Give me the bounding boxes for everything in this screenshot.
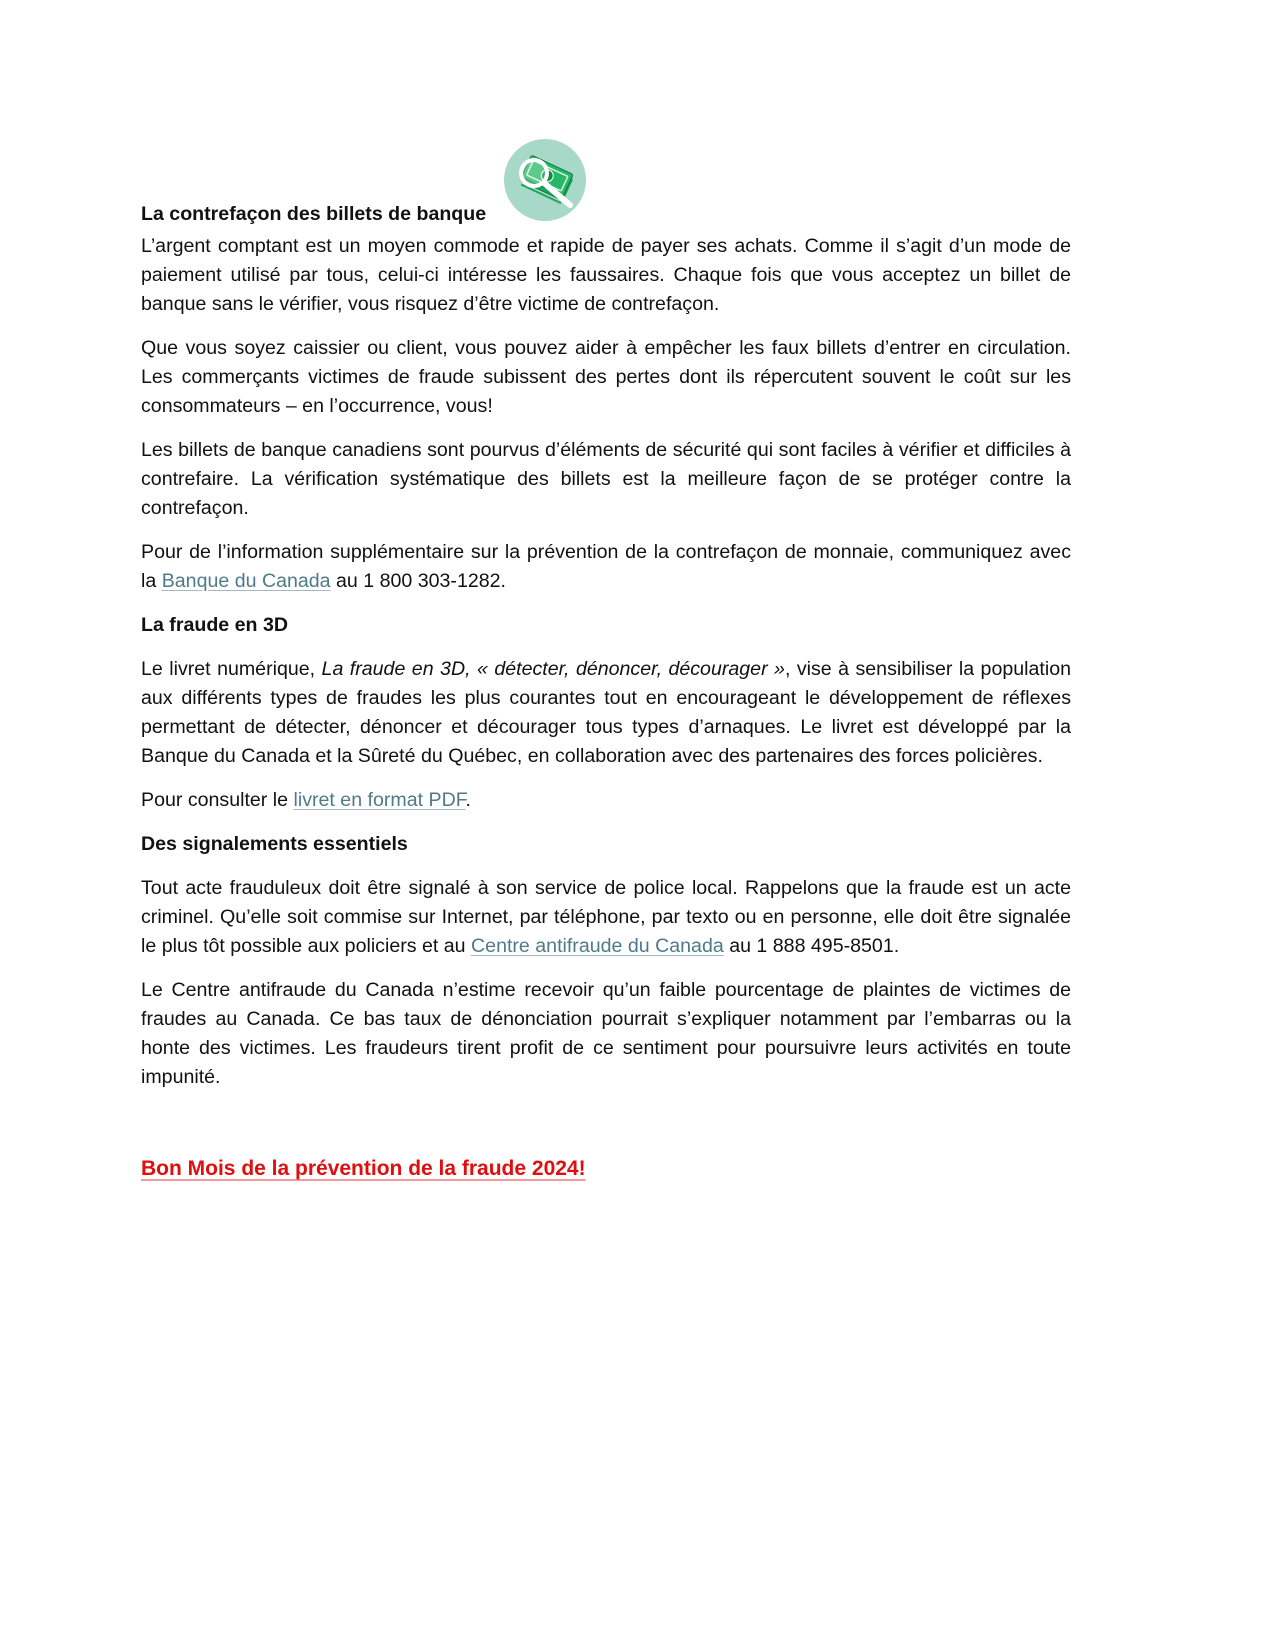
section-title-reporting: Des signalements essentiels [141, 833, 408, 855]
paragraph-cash: L’argent comptant est un moyen commode et rapide de payer ses achats. Comme il s’agit d’un mode de paiement utilisé par tous, celui-ci intéresse les faussaires. Chaque fois que vous acceptez un billet de banque sans le vérifier, vous risquez d’être victime de contrefaçon. [141, 235, 1071, 315]
document-page [141, 140, 1071, 1183]
money-magnifier-icon [504, 139, 586, 221]
closing-message: Bon Mois de la prévention de la fraude 2024! [141, 1157, 586, 1180]
bank-of-canada-link[interactable]: Banque du Canada [161, 570, 331, 592]
more-info-text: Pour de l’information supplémentaire sur la prévention de la contrefaçon de monnaie, communiquez avec la [141, 541, 1071, 592]
report-text: Tout acte frauduleux doit être signalé à son service de police local. Rappelons que la fraude est un acte criminel. Qu’elle soit commise sur Internet, par téléphone, par texto ou en personne, elle doit être signalée le plus tôt possible aux policiers et au [141, 877, 1071, 957]
paragraph-more-info [141, 538, 1071, 596]
report-phone: au 1 888 495-8501. [723, 935, 900, 957]
booklet-text-start: Le livret numérique, [141, 658, 322, 680]
paragraph-booklet [141, 655, 1071, 771]
booklet-text-end: , vise à sensibiliser la population aux différents types de fraudes les plus courantes tout en encourageant le développement de réflexes permettant de détecter, dénoncer et décourager tous types d’arnaques. Le livret est développé par la Banque du Canada et la Sûreté du Québec, en collaboration avec des partenaires des forces policières. [141, 658, 1071, 767]
consult-text: Pour consulter le [141, 789, 294, 811]
booklet-pdf-link[interactable]: livret en format PDF [293, 789, 466, 811]
section-title-counterfeit: La contrefaçon des billets de banque [141, 203, 487, 225]
paragraph-underreporting: Le Centre antifraude du Canada n’estime recevoir qu’un faible pourcentage de plaintes de victimes de fraudes au Canada. Ce bas taux de dénonciation pourrait s’expliquer notamment par l’embarras ou la honte des victimes. Les fraudeurs tirent profit de ce sentiment pour poursuivre leurs activités en toute impunité. [141, 979, 1071, 1088]
paragraph-consult-pdf [141, 786, 1071, 815]
section-header-counterfeit [141, 140, 1071, 232]
paragraph-cashier: Que vous soyez caissier ou client, vous pouvez aider à empêcher les faux billets d’entrer en circulation. Les commerçants victimes de fraude subissent des pertes dont ils répercutent souvent le coût sur les consommateurs – en l’occurrence, vous! [141, 337, 1071, 417]
antifraud-centre-link[interactable]: Centre antifraude du Canada [471, 935, 724, 957]
more-info-phone: au 1 800 303-1282. [330, 570, 506, 592]
booklet-title: La fraude en 3D, « détecter, dénoncer, décourager » [321, 658, 785, 680]
consult-period: . [465, 789, 471, 811]
paragraph-security-features: Les billets de banque canadiens sont pourvus d’éléments de sécurité qui sont faciles à vérifier et difficiles à contrefaire. La vérification systématique des billets est la meilleure façon de se protéger contre la contrefaçon. [141, 439, 1071, 519]
paragraph-report-fraud [141, 874, 1071, 961]
section-title-fraud-3d: La fraude en 3D [141, 614, 288, 636]
